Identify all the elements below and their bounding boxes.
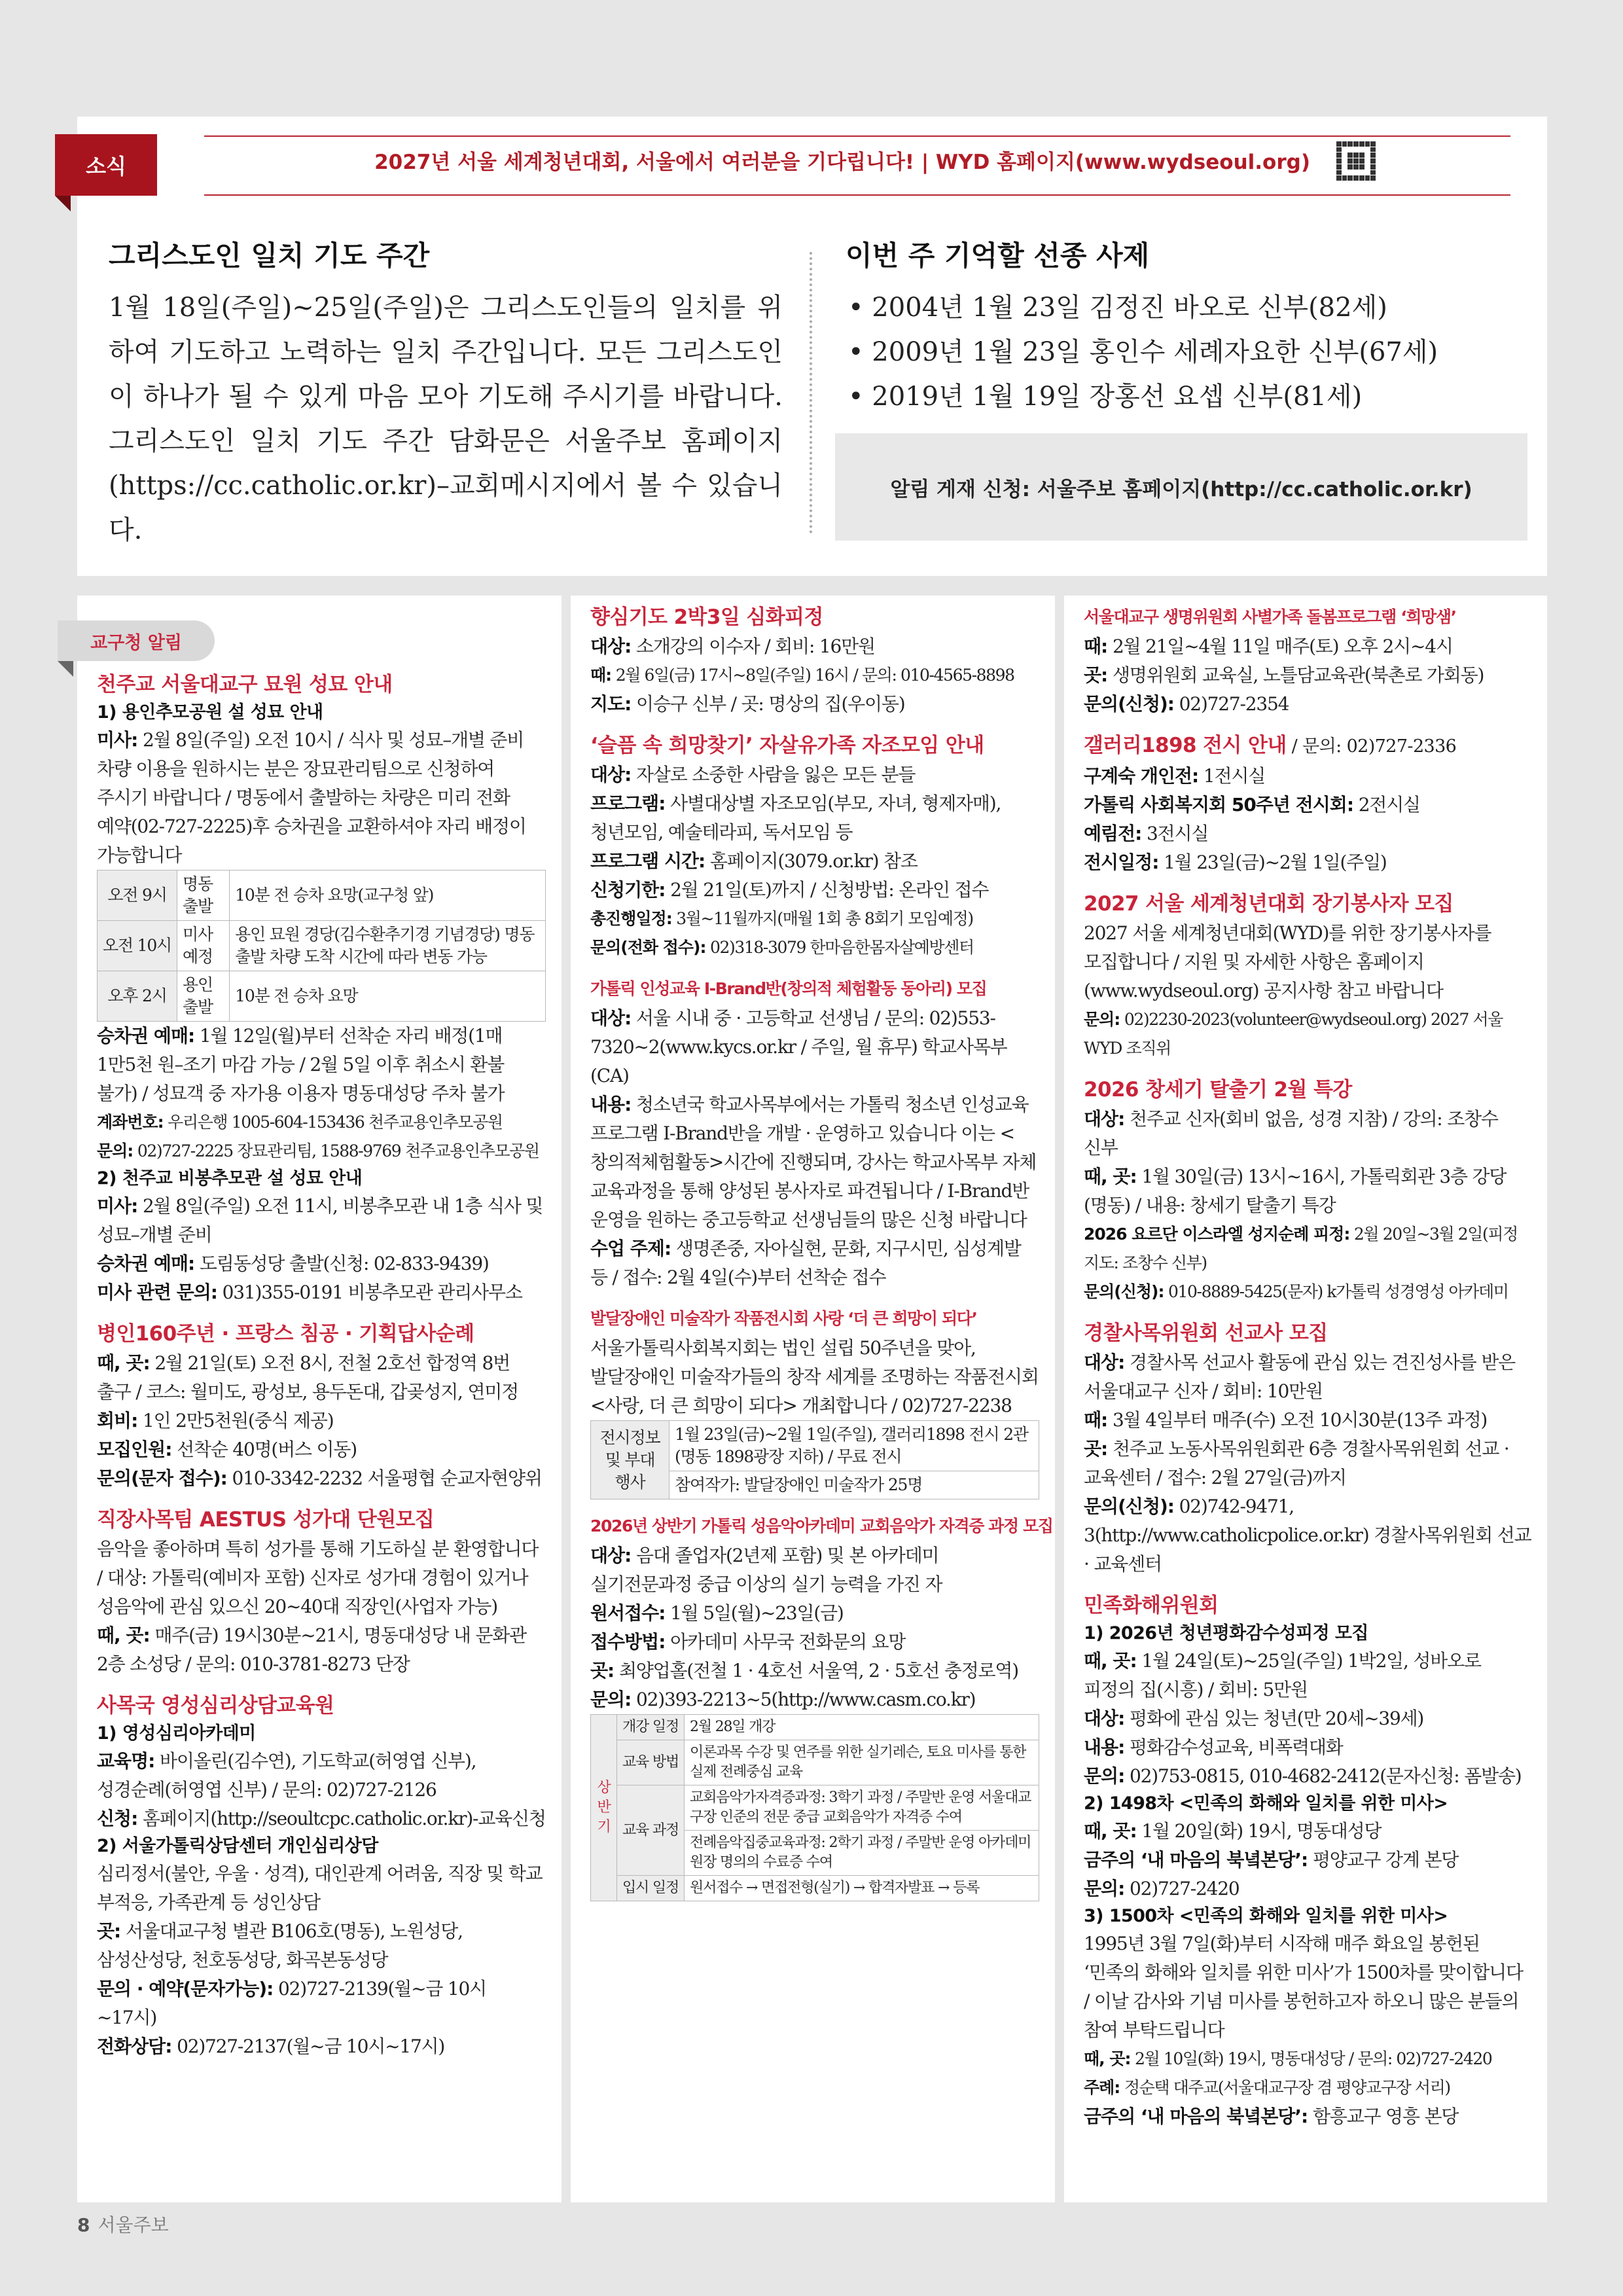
diocese-notice-tag: 교구청 알림 <box>58 620 215 661</box>
section-title: 경찰사목위원회 선교사 모집 <box>1084 1321 1328 1345</box>
paragraph: 음악을 좋아하며 특히 성가를 통해 기도하실 분 환영합니다 / 대상: 가톨릭(예비자 포함) 신자로 성가대 경험이 있거나 성음악에 관심 있으신 20~40대 직장인(사업자 가능) <box>97 1538 539 1617</box>
table-row <box>591 1876 1039 1901</box>
field-label: 교육명: <box>97 1750 155 1772</box>
field-label: 계좌번호: <box>97 1113 164 1132</box>
paragraph: 대상: 자살로 소중한 사람을 잃은 모든 분들 <box>590 764 916 785</box>
field-label: 미사 관련 문의: <box>97 1282 217 1303</box>
notice-submission-box[interactable]: 알림 게재 신청: 서울주보 홈페이지(http://cc.catholic.or.kr) <box>835 433 1527 541</box>
paragraph: 곳: 최양업홀(전철 1 · 4호선 서울역, 2 · 5호선 충정로역) <box>590 1660 1018 1681</box>
subsection-title: 1) 영성심리아카데미 <box>97 1723 256 1744</box>
field-label: 대상: <box>1084 1108 1125 1130</box>
paragraph: 문의: 02)753-0815, 010-4682-2412(문자신청: 폼발송) <box>1084 1765 1522 1787</box>
paragraph: 문의 · 예약(문자가능): 02)727-2139(월~금 10시~17시) <box>97 1978 486 2028</box>
table-cell: 용인 출발 <box>177 971 230 1022</box>
paragraph: 회비: 1인 2만5천원(중식 제공) <box>97 1410 334 1431</box>
field-label: 프로그램 시간: <box>590 850 705 872</box>
paragraph: 문의(전화 접수): 02)318-3079 한마음한몸자살예방센터 <box>590 938 974 957</box>
table-cell: 개강 일정 <box>617 1715 685 1740</box>
paragraph: 때, 곳: 매주(금) 19시30분~21시, 명동대성당 내 문화관 2층 소성당 / 문의: 010-3781-8273 단장 <box>97 1624 527 1675</box>
table-cell: 오전 10시 <box>98 921 177 971</box>
table-cell: 오후 2시 <box>98 971 177 1022</box>
subsection-title: 2) 1498차 <민족의 화해와 일치를 위한 미사> <box>1084 1793 1448 1814</box>
paragraph: 1995년 3월 7일(화)부터 시작해 매주 화요일 봉헌된 ‘민족의 화해와 일치를 위한 미사’가 1500차를 맞이합니다 / 이날 감사와 기념 미사를 봉헌하고자 하오니 많은 분들의 참여 부탁드립니다 <box>1084 1933 1523 2041</box>
table-row <box>98 870 546 921</box>
table-cell: 전시정보 및 부대 행사 <box>591 1421 669 1499</box>
paragraph: 심리정서(불안, 우울 · 성격), 대인관계 어려움, 직장 및 학교 부적응, 가족관계 등 성인상담 <box>97 1863 543 1913</box>
field-label: 곳: <box>1084 1438 1108 1460</box>
paragraph: 모집인원: 선착순 40명(버스 이동) <box>97 1439 357 1460</box>
field-label: 문의: <box>97 1141 134 1160</box>
field-label: 때, 곳: <box>97 1352 150 1374</box>
paragraph: 대상: 서울 시내 중 · 고등학교 선생님 / 문의: 02)553-7320~2(www.kycs.or.kr / 주일, 월 휴무) 학교사목부(CA) <box>590 1007 1007 1086</box>
unity-week-title: 그리스도인 일치 기도 주간 <box>109 240 430 272</box>
paragraph: 접수방법: 아카데미 사무국 전화문의 요망 <box>590 1631 906 1653</box>
table-cell: 교육 과정 <box>617 1785 685 1876</box>
deceased-priests-list <box>848 285 1503 419</box>
paragraph: 대상: 평화에 관심 있는 청년(만 20세~39세) <box>1084 1708 1424 1729</box>
paragraph: 때, 곳: 1월 24일(토)~25일(주일) 1박2일, 성바오로 피정의 집(시흥) / 회비: 5만원 <box>1084 1650 1481 1700</box>
field-label: 문의 · 예약(문자가능): <box>97 1978 274 2000</box>
field-label: 미사: <box>97 1195 138 1217</box>
table-cell: 2월 28일 개강 <box>685 1715 1039 1740</box>
table-row <box>98 921 546 971</box>
field-label: 가톨릭 사회복지회 50주년 전시회: <box>1084 794 1354 816</box>
paragraph: 대상: 음대 졸업자(2년제 포함) 및 본 아카데미 실기전문과정 중급 이상의 실기 능력을 가진 자 <box>590 1545 942 1595</box>
paragraph: 대상: 경찰사목 선교사 활동에 관심 있는 견진성사를 받은 서울대교구 신자 / 회비: 10만원 <box>1084 1352 1516 1402</box>
field-label: 모집인원: <box>97 1439 172 1460</box>
page-footer <box>77 2211 169 2237</box>
column-2 <box>571 596 1055 2202</box>
field-label: 때, 곳: <box>1084 1650 1137 1672</box>
paragraph: 문의(신청): 02)727-2354 <box>1084 693 1289 715</box>
field-label: 문의: <box>1084 1010 1120 1029</box>
subsection-title: 2) 서울가톨릭상담센터 개인심리상담 <box>97 1836 378 1856</box>
table-cell: 원서접수 → 면접전형(실기) → 합격자발표 → 등록 <box>685 1876 1039 1901</box>
table-row <box>591 1421 1039 1471</box>
field-label: 곳: <box>590 1660 615 1681</box>
field-label: 대상: <box>590 1545 632 1566</box>
section-title: 향심기도 2박3일 심화피정 <box>590 605 823 629</box>
paragraph: 때: 2월 21일~4월 11일 매주(토) 오후 2시~4시 <box>1084 636 1453 657</box>
list-item: • 2004년 1월 23일 김정진 바오로 신부(82세) <box>848 293 1387 323</box>
field-label: 내용: <box>1084 1736 1125 1758</box>
field-label: 전화상담: <box>97 2036 172 2057</box>
paragraph: 곳: 서울대교구청 별관 B106호(명동), 노원성당, 삼성산성당, 천호동성당, 화곡본동성당 <box>97 1920 463 1971</box>
field-label: 프로그램: <box>590 793 666 814</box>
qr-code-icon[interactable] <box>1336 141 1376 181</box>
column-3-content <box>1084 596 1531 2131</box>
section-title: 2026 창세기 탈출기 2월 특강 <box>1084 1078 1352 1102</box>
section-title: 사목국 영성심리상담교육원 <box>97 1694 334 1717</box>
field-label: 신청: <box>97 1808 138 1829</box>
table-cell: 이론과목 수강 및 연주를 위한 실기레슨, 토요 미사를 통한 실제 전례중심 교육 <box>685 1740 1039 1785</box>
field-label: 수업 주제: <box>590 1238 671 1259</box>
paragraph: 곳: 생명위원회 교육실, 노틀담교육관(북촌로 가회동) <box>1084 664 1484 686</box>
paragraph: 지도: 이승구 신부 / 곳: 명상의 집(우이동) <box>590 693 905 715</box>
field-label: 내용: <box>590 1094 632 1115</box>
field-label: 미사: <box>97 729 138 751</box>
field-label: 회비: <box>97 1410 138 1431</box>
paragraph: 승차권 예매: 도림동성당 출발(신청: 02-833-9439) <box>97 1253 489 1274</box>
paragraph: 예림전: 3전시실 <box>1084 823 1209 844</box>
banner-bottom-rule <box>204 194 1510 196</box>
field-label: 때: <box>1084 636 1108 657</box>
exhibition-table <box>590 1420 1039 1499</box>
field-label: 승차권 예매: <box>97 1025 195 1047</box>
section-title: 직장사목팀 AESTUS 성가대 단원모집 <box>97 1508 435 1532</box>
section-title: ‘슬픔 속 희망찾기’ 자살유가족 자조모임 안내 <box>590 734 984 757</box>
table-cell: 참여작가: 발달장애인 미술작가 25명 <box>669 1471 1039 1499</box>
column-2-content <box>590 596 1053 1901</box>
publication-name: 서울주보 <box>98 2214 169 2236</box>
subsection-title: 2) 천주교 비봉추모관 설 성묘 안내 <box>97 1168 363 1189</box>
table-cell: 전례음악집중교육과정: 2학기 과정 / 주말반 운영 아카데미 원장 명의의 수료증 수여 <box>685 1831 1039 1876</box>
table-row <box>591 1785 1039 1831</box>
page-number: 8 <box>77 2214 90 2236</box>
field-label: 문의: <box>1084 1878 1125 1899</box>
paragraph: 2027 서울 세계청년대회(WYD)를 위한 장기봉사자를 모집합니다 / 지원 및 자세한 사항은 홈페이지(www.wydseoul.org) 공지사항 참고 바랍니다 <box>1084 922 1491 1001</box>
table-row <box>98 971 546 1022</box>
field-label: 전시일정: <box>1084 852 1159 873</box>
paragraph: 대상: 소개강의 이수자 / 회비: 16만원 <box>590 636 875 657</box>
news-badge: 소식 <box>55 134 157 196</box>
banner-top-rule <box>204 135 1510 137</box>
field-label: 접수방법: <box>590 1631 666 1653</box>
table-cell: 오전 9시 <box>98 870 177 921</box>
field-label: 2026 요르단 이스라엘 성지순례 피정: <box>1084 1225 1350 1244</box>
field-label: 문의(문자 접수): <box>97 1467 227 1489</box>
paragraph: 신청: 홈페이지(http://seoultcpc.catholic.or.kr)-교육신청 <box>97 1808 546 1829</box>
paragraph: 프로그램: 사별대상별 자조모임(부모, 자녀, 형제자매), 청년모임, 예술테라피, 독서모임 등 <box>590 793 1001 843</box>
paragraph: 미사 관련 문의: 031)355-0191 비봉추모관 관리사무소 <box>97 1282 522 1303</box>
paragraph: 때, 곳: 2월 21일(토) 오전 8시, 전철 2호선 합정역 8번 출구 / 코스: 월미도, 광성보, 용두돈대, 갑곶성지, 연미정 <box>97 1352 518 1403</box>
paragraph: 주례: 정순택 대주교(서울대교구장 겸 평양교구장 서리) <box>1084 2078 1450 2097</box>
paragraph: 가톨릭 사회복지회 50주년 전시회: 2전시실 <box>1084 794 1420 816</box>
table-cell: 교회음악가자격증과정: 3학기 과정 / 주말반 운영 서울대교구장 인준의 전문 중급 교회음악가 자격증 수여 <box>685 1785 1039 1831</box>
paragraph: 때, 곳: 1월 30일(금) 13시~16시, 가톨릭회관 3층 강당(명동) / 내용: 창세기 탈출기 특강 <box>1084 1166 1507 1216</box>
paragraph: 교육명: 바이올린(김수연), 기도학교(허영엽 신부), 성경순례(허영엽 신부) / 문의: 02)727-2126 <box>97 1750 476 1801</box>
section-title: 2026년 상반기 가톨릭 성음악아카데미 교회음악가 자격증 과정 모집 <box>590 1516 1053 1535</box>
table-row <box>591 1740 1039 1785</box>
field-label: 때: <box>1084 1409 1108 1431</box>
table-cell: 미사 예정 <box>177 921 230 971</box>
paragraph: 문의: 02)727-2225 장묘관리팀, 1588-9769 천주교용인추모공원 <box>97 1141 539 1160</box>
paragraph: 계좌번호: 우리은행 1005-604-153436 천주교용인추모공원 <box>97 1113 503 1132</box>
field-label: 대상: <box>1084 1352 1125 1373</box>
field-label: 문의(신청): <box>1084 1496 1174 1517</box>
table-cell: 입시 일정 <box>617 1876 685 1901</box>
table-cell: 10분 전 승차 요망 <box>230 971 546 1022</box>
unity-week-body: 1월 18일(주일)~25일(주일)은 그리스도인들의 일치를 위하여 기도하고 노력하는 일치 주간입니다. 모든 그리스도인이 하나가 될 수 있게 마음 모아 기도해 주시기를 바랍니다. 그리스도인 일치 기도 주간 담화문은 서울주보 홈페이지(https://cc.catholic.or.kr)–교회메시지에서 볼 수 있습니다. <box>109 293 783 545</box>
field-label: 승차권 예매: <box>97 1253 195 1274</box>
field-label: 문의: <box>1084 1765 1125 1787</box>
field-label: 때: <box>590 666 612 685</box>
table-cell: 10분 전 승차 요망(교구청 앞) <box>230 870 546 921</box>
field-label: 지도: <box>590 693 632 715</box>
wyd-banner[interactable]: 2027년 서울 세계청년대회, 서울에서 여러분을 기다립니다! | WYD 홈페이지(www.wydseoul.org) <box>374 151 1310 174</box>
section-title: 민족화해위원회 <box>1084 1594 1219 1617</box>
paragraph: 때: 3월 4일부터 매주(수) 오전 10시30분(13주 과정) <box>1084 1409 1488 1431</box>
schedule-table <box>97 870 546 1022</box>
table-cell: 용인 묘원 경당(김수환추기경 기념경당) 명동 출발 차량 도착 시간에 따라 변동 가능 <box>230 921 546 971</box>
section-title: 병인160주년 · 프랑스 침공 · 기획답사순례 <box>97 1322 474 1346</box>
field-label: 때, 곳: <box>1084 1166 1137 1187</box>
table-cell: 1월 23일(금)~2월 1일(주일), 갤러리1898 전시 2관(명동 1898광장 지하) / 무료 전시 <box>669 1421 1039 1471</box>
field-label: 곳: <box>1084 664 1108 686</box>
section-title-tail: / 문의: 02)727-2336 <box>1286 736 1457 757</box>
table-cell: 교육 방법 <box>617 1740 685 1785</box>
paragraph: 수업 주제: 생명존중, 자아실현, 문화, 지구시민, 심성계발 등 / 접수: 2월 4일(수)부터 선착순 접수 <box>590 1238 1021 1288</box>
paragraph: 문의(신청): 02)742-9471, 3(http://www.catholicpolice.or.kr) 경찰사목위원회 선교 · 교육센터 <box>1084 1496 1531 1575</box>
paragraph: 문의: 02)393-2213~5(http://www.casm.co.kr) <box>590 1689 976 1710</box>
field-label: 원서접수: <box>590 1602 666 1624</box>
paragraph: 내용: 청소년국 학교사목부에서는 가톨릭 청소년 인성교육 프로그램 I-Brand반을 개발 · 운영하고 있습니다 이는 <창의적체험활동>시간에 진행되며, 강사는 학교사목부 자체 교육과정을 통해 양성된 봉사자로 파견됩니다 / I-Brand반 운영을 원하는 중고등학교 선생님들의 많은 신청 바랍니다 <box>590 1094 1037 1230</box>
section-title: 천주교 서울대교구 묘원 성묘 안내 <box>97 673 393 696</box>
field-label: 금주의 ‘내 마음의 북녘본당’: <box>1084 2106 1308 2127</box>
field-label: 문의: <box>590 1689 632 1710</box>
paragraph: 내용: 평화감수성교육, 비폭력대화 <box>1084 1736 1343 1758</box>
column-3 <box>1064 596 1547 2202</box>
paragraph: 2026 요르단 이스라엘 성지순례 피정: 2월 20일~3월 2일(피정 지도: 조창수 신부) <box>1084 1225 1518 1272</box>
field-label: 총진행일정: <box>590 909 672 928</box>
paragraph: 문의(문자 접수): 010-3342-2232 서울평협 순교자현양위 <box>97 1467 542 1489</box>
paragraph: 신청기한: 2월 21일(토)까지 / 신청방법: 온라인 접수 <box>590 879 989 901</box>
field-label: 구계숙 개인전: <box>1084 765 1199 787</box>
paragraph: 서울가톨릭사회복지회는 법인 설립 50주년을 맞아, 발달장애인 미술작가들의 창작 세계를 조명하는 작품전시회 <사랑, 더 큰 희망이 되다> 개최합니다 / 02)727-2238 <box>590 1337 1039 1416</box>
field-label: 예림전: <box>1084 823 1142 844</box>
paragraph: 때: 2월 6일(금) 17시~8일(주일) 16시 / 문의: 010-4565-8898 <box>590 666 1014 685</box>
paragraph: 때, 곳: 2월 10일(화) 19시, 명동대성당 / 문의: 02)727-2420 <box>1084 2049 1492 2068</box>
subsection-title: 1) 용인추모공원 설 성묘 안내 <box>97 702 323 723</box>
paragraph: 미사: 2월 8일(주일) 오전 10시 / 식사 및 성묘–개별 준비 차량 이용을 원하시는 분은 장묘관리팀으로 신청하여 주시기 바랍니다 / 명동에서 출발하는 차량은 미리 전화 예약(02-727-2225)후 승차권을 교환하셔야 자리 배정이 가능합니다 <box>97 729 526 866</box>
field-label: 문의(신청): <box>1084 1282 1164 1301</box>
paragraph: 문의(신청): 010-8889-5425(문자) k가톨릭 성경영성 아카데미 <box>1084 1282 1508 1301</box>
deceased-priests-title: 이번 주 기억할 선종 사제 <box>846 240 1150 272</box>
field-label: 문의(전화 접수): <box>590 938 706 957</box>
table-cell: 상반기 <box>591 1715 617 1901</box>
section-title <box>1084 730 1531 762</box>
column-1 <box>77 596 562 2202</box>
paragraph: 승차권 예매: 1월 12일(월)부터 선착순 자리 배정(1매 1만5천 원–조기 마감 가능 / 2월 5일 이후 취소시 환불 불가) / 성묘객 중 자가용 이용자 명동대성당 주차 불가 <box>97 1025 505 1104</box>
list-item: • 2009년 1월 23일 홍인수 세례자요한 신부(67세) <box>848 337 1438 367</box>
table-cell: 명동 출발 <box>177 870 230 921</box>
subsection-title: 3) 1500차 <민족의 화해와 일치를 위한 미사> <box>1084 1906 1448 1926</box>
section-title: 서울대교구 생명위원회 사별가족 돌봄프로그램 ‘희망샘’ <box>1084 607 1456 626</box>
paragraph: 문의: 02)727-2420 <box>1084 1878 1240 1899</box>
field-label: 신청기한: <box>590 879 666 901</box>
paragraph: 프로그램 시간: 홈페이지(3079.or.kr) 참조 <box>590 850 918 872</box>
field-label: 대상: <box>590 764 632 785</box>
field-label: 대상: <box>1084 1708 1125 1729</box>
paragraph: 때, 곳: 1월 20일(화) 19시, 명동대성당 <box>1084 1820 1382 1842</box>
paragraph: 금주의 ‘내 마음의 북녘본당’: 평양교구 강계 본당 <box>1084 1849 1459 1871</box>
section-title: 발달장애인 미술작가 작품전시회 사랑 ‘더 큰 희망이 되다’ <box>590 1309 977 1328</box>
field-label: 때, 곳: <box>97 1624 150 1646</box>
field-label: 때, 곳: <box>1084 1820 1137 1842</box>
list-item: • 2019년 1월 19일 장홍선 요셉 신부(81세) <box>848 382 1363 412</box>
field-label: 대상: <box>590 1007 632 1029</box>
table-row <box>591 1715 1039 1740</box>
paragraph: 금주의 ‘내 마음의 북녘본당’: 함흥교구 영흥 본당 <box>1084 2106 1459 2127</box>
section-title-text: 갤러리1898 전시 안내 <box>1084 734 1287 757</box>
academy-table <box>590 1714 1039 1901</box>
section-title: 가톨릭 인성교육 I-Brand반(창의적 체험활동 동아리) 모집 <box>590 979 987 998</box>
field-label: 문의(신청): <box>1084 693 1174 715</box>
paragraph: 문의: 02)2230-2023(volunteer@wydseoul.org) 2027 서울 WYD 조직위 <box>1084 1010 1503 1058</box>
dotted-divider <box>810 252 812 533</box>
section-title: 2027 서울 세계청년대회 장기봉사자 모집 <box>1084 892 1454 916</box>
paragraph: 전화상담: 02)727-2137(월~금 10시~17시) <box>97 2036 445 2057</box>
paragraph: 미사: 2월 8일(주일) 오전 11시, 비봉추모관 내 1층 식사 및 성묘–개별 준비 <box>97 1195 543 1246</box>
subsection-title: 1) 2026년 청년평화감수성피정 모집 <box>1084 1623 1368 1643</box>
field-label: 주례: <box>1084 2078 1120 2097</box>
column-1-content <box>97 658 546 2061</box>
paragraph: 총진행일정: 3월~11월까지(매월 1회 총 8회기 모임예정) <box>590 909 973 928</box>
field-label: 금주의 ‘내 마음의 북녘본당’: <box>1084 1849 1308 1871</box>
paragraph: 원서접수: 1월 5일(월)~23일(금) <box>590 1602 844 1624</box>
paragraph: 곳: 천주교 노동사목위원회관 6층 경찰사목위원회 선교 · 교육센터 / 접수: 2월 27일(금)까지 <box>1084 1438 1509 1488</box>
paragraph: 구계숙 개인전: 1전시실 <box>1084 765 1266 787</box>
field-label: 대상: <box>590 636 632 657</box>
field-label: 때, 곳: <box>1084 2049 1131 2068</box>
paragraph: 대상: 천주교 신자(회비 없음, 성경 지참) / 강의: 조창수 신부 <box>1084 1108 1498 1158</box>
field-label: 곳: <box>97 1920 121 1942</box>
paragraph: 전시일정: 1월 23일(금)~2월 1일(주일) <box>1084 852 1387 873</box>
